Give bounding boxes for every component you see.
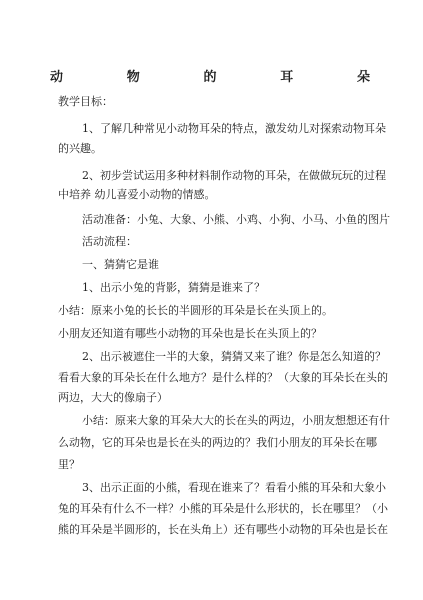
page-title xyxy=(50,66,370,85)
paragraph-line: 1、出示小兔的背影，猜猜是谁来了？ xyxy=(82,281,265,294)
section-heading-guess: 一、猜猜它是谁 xyxy=(82,258,159,271)
section-heading-objectives: 教学目标： xyxy=(58,95,113,108)
paragraph-line: 活动准备：小兔、大象、小熊、小鸡、小狗、小马、小鱼的图片 xyxy=(82,213,390,226)
paragraph-line: 小结：原来小兔的长长的半圆形的耳朵是长在头顶上的。 xyxy=(58,304,333,317)
paragraph-line: 小朋友还知道有哪些小动物的耳朵也是长在头顶上的？ xyxy=(58,327,322,340)
paragraph-line: 两边，大大的像扇子） xyxy=(58,391,168,404)
paragraph-line: 2、出示被遮住一半的大象，猜猜又来了谁？你是怎么知道的？ xyxy=(82,350,386,363)
paragraph-line: 看看大象的耳朵长在什么地方？是什么样的？（大象的耳朵长在头的 xyxy=(58,371,388,384)
title-char: 物 xyxy=(126,70,140,85)
paragraph-line: 里？ xyxy=(58,458,80,471)
paragraph-line: 小结：原来大象的耳朵大大的长在头的两边，小朋友想想还有什 xyxy=(82,414,390,427)
paragraph-line: 中培养 幼儿喜爱小动物的情感。 xyxy=(58,188,216,201)
paragraph-line: 的兴趣。 xyxy=(58,142,102,155)
paragraph-line: 3、出示正面的小熊，看现在谁来了？看看小熊的耳朵和大象小 xyxy=(82,481,386,494)
title-char: 的 xyxy=(203,70,217,85)
title-char: 朵 xyxy=(356,70,370,85)
paragraph-line: 兔的耳朵有什么不一样？小熊的耳朵是什么形状的，长在哪里？（小 xyxy=(58,502,388,515)
title-char: 耳 xyxy=(280,70,294,85)
section-heading-process: 活动流程： xyxy=(82,235,137,248)
paragraph-line: 熊的耳朵是半圆形的，长在头角上）还有哪些小动物的耳朵也是长在 xyxy=(58,523,388,536)
paragraph-line: 2、初步尝试运用多种材料制作动物的耳朵，在做做玩玩的过程 xyxy=(82,169,386,182)
paragraph-line: 么动物，它的耳朵也是长在头的两边的？我们小朋友的耳朵长在哪 xyxy=(58,436,377,449)
paragraph-line: 1、了解几种常见小动物耳朵的特点，激发幼儿对探索动物耳朵 xyxy=(82,122,386,135)
title-char: 动 xyxy=(50,70,64,85)
